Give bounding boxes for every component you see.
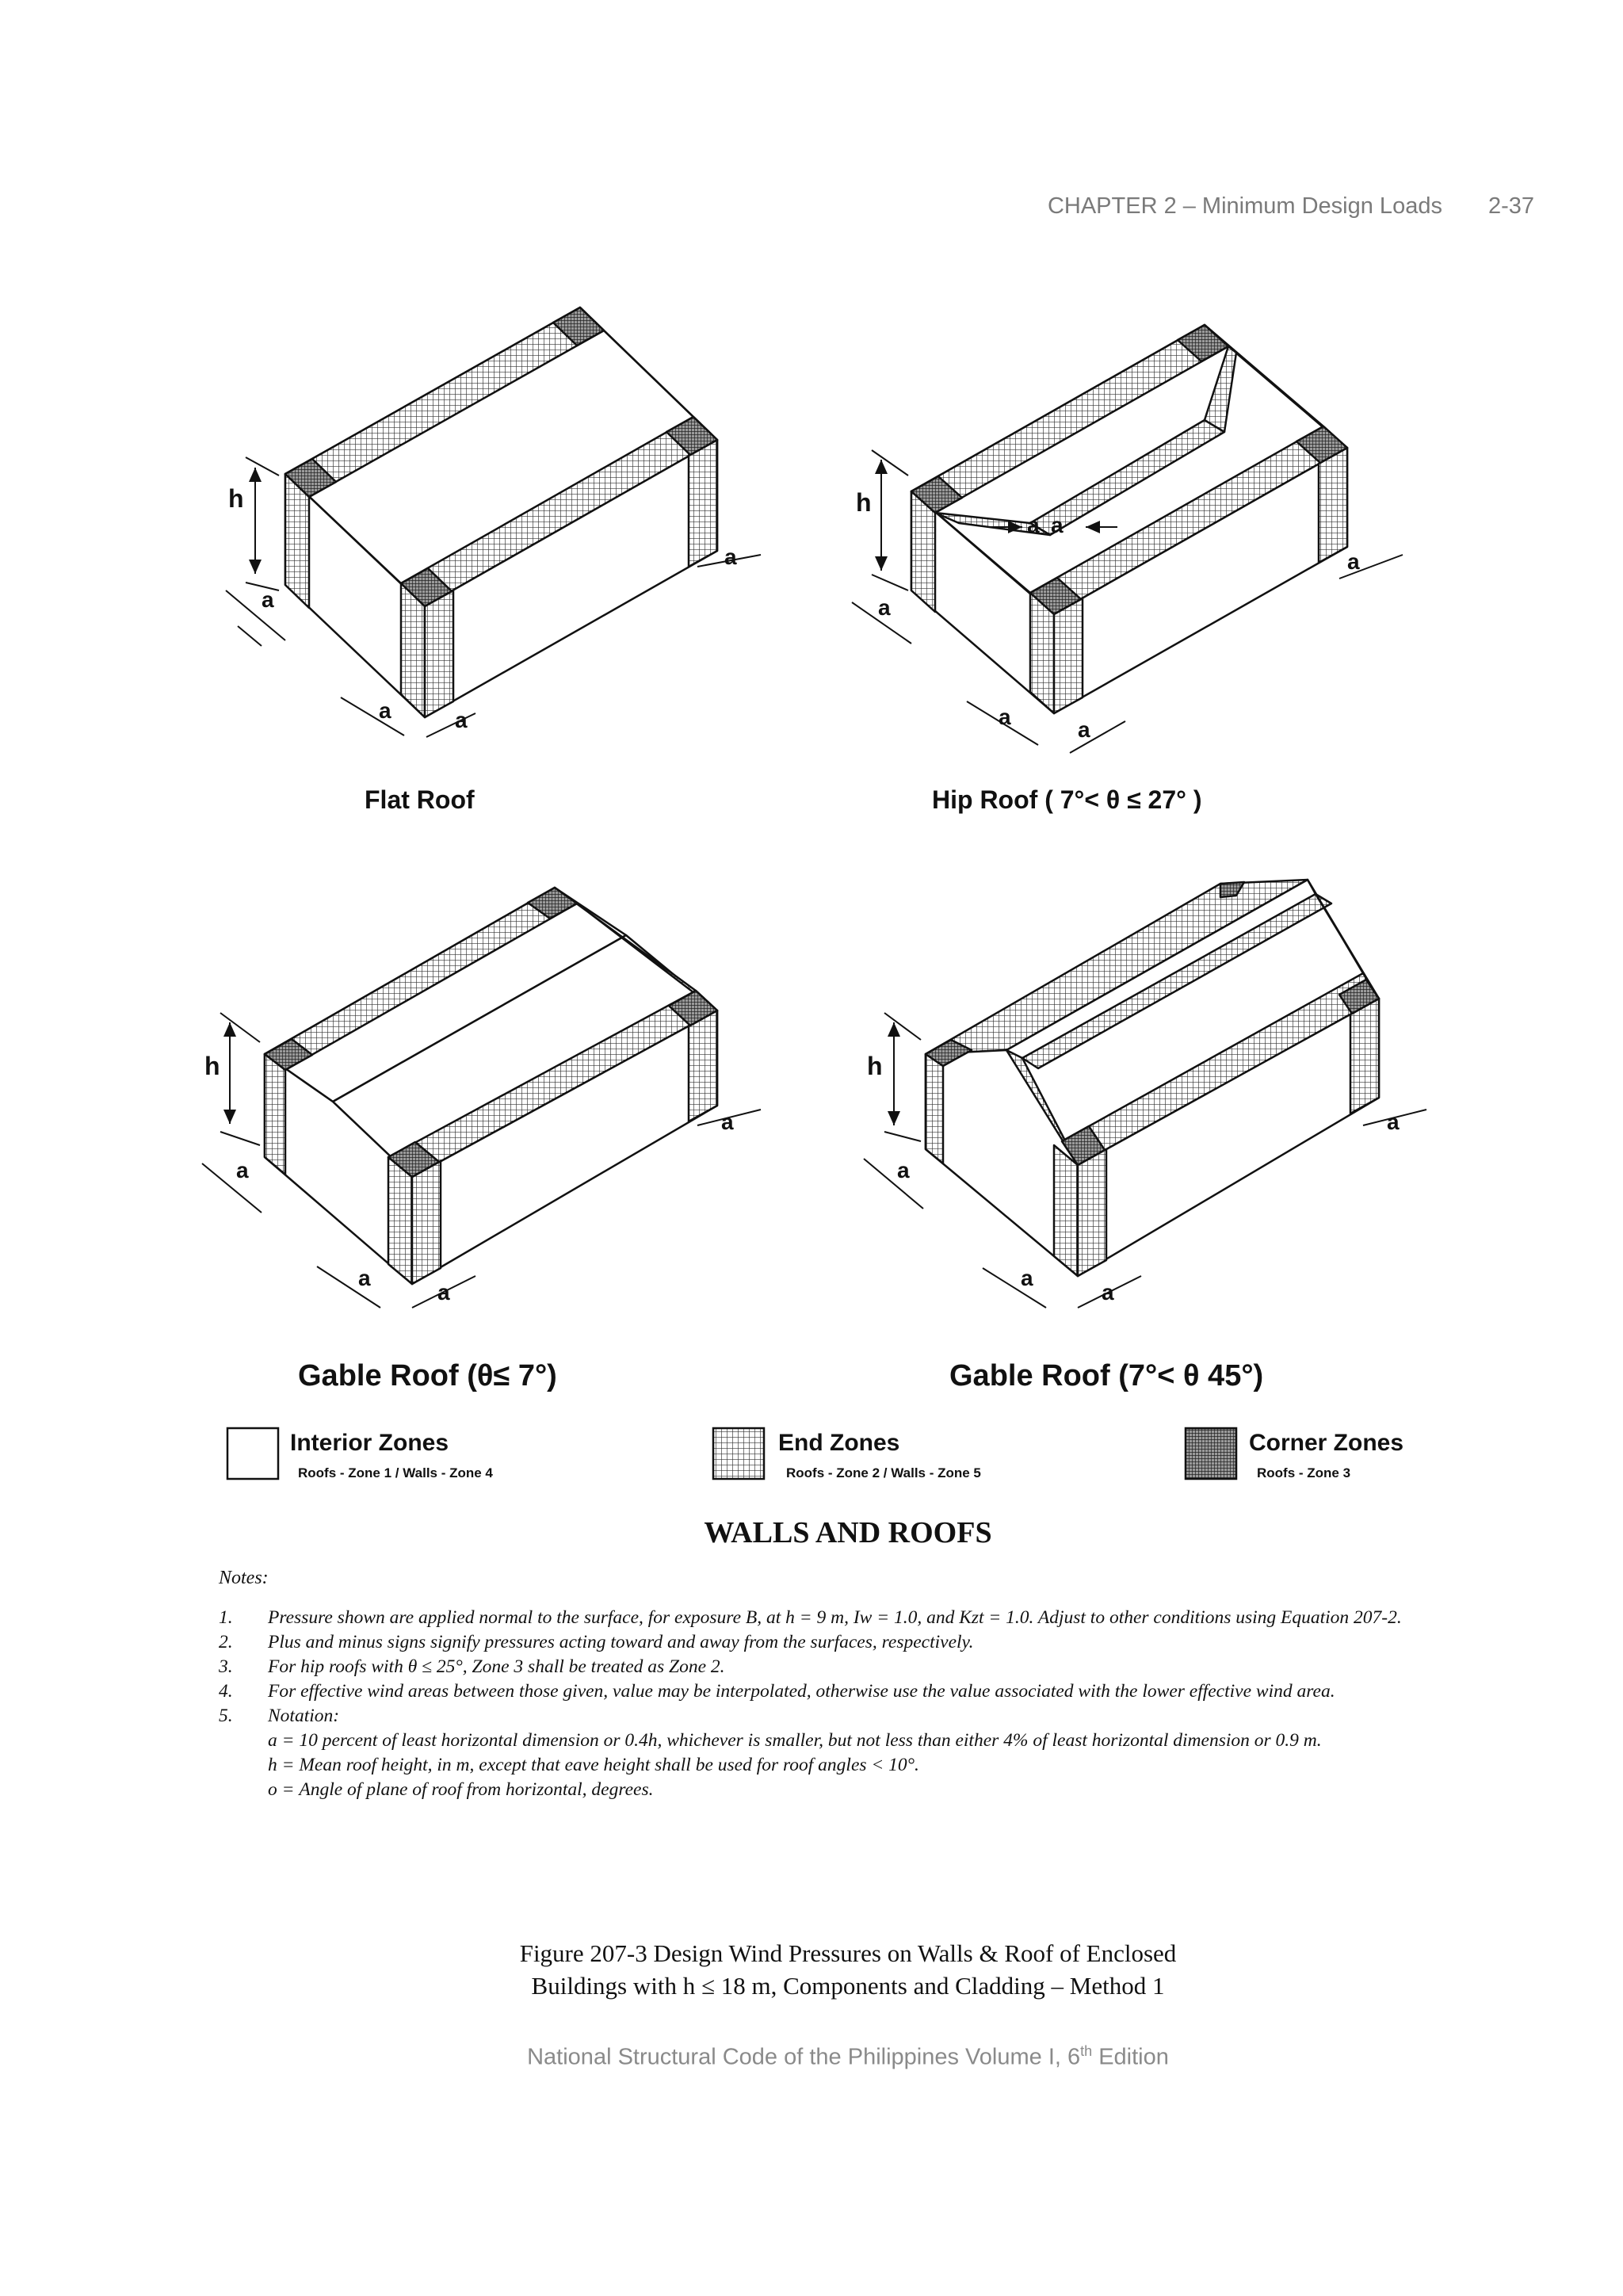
dim-a-label: a: [721, 1110, 734, 1134]
flat-roof-diagram: [226, 308, 761, 737]
end-zone-swatch: [713, 1428, 764, 1479]
page-number: 2-37: [1487, 193, 1534, 219]
notation-h: h = Mean roof height, in m, except that eave height shall be used for roof angles < 10°.: [268, 1755, 919, 1775]
note-item: [219, 1704, 1477, 1729]
dim-h-label: h: [856, 488, 872, 517]
note-text: For effective wind areas between those given, value may be interpolated, otherwise use the value associated with the lower effective wind area.: [268, 1681, 1335, 1702]
dim-a-label: a: [1051, 513, 1064, 537]
legend-end-sub: Roofs - Zone 2 / Walls - Zone 5: [786, 1465, 981, 1480]
legend-interior-sub: Roofs - Zone 1 / Walls - Zone 4: [298, 1465, 493, 1480]
dim-a-label: a: [262, 587, 274, 612]
dim-h-label: h: [204, 1052, 220, 1080]
dim-a-label: a: [455, 708, 468, 732]
legend-interior-title: Interior Zones: [290, 1430, 449, 1456]
dim-a-label: a: [878, 595, 891, 620]
footer-text: National Structural Code of the Philippines Volume I, 6: [527, 2044, 1081, 2070]
dim-a-label: a: [897, 1158, 910, 1182]
caption-line-1: Figure 207-3 Design Wind Pressures on Walls & Roof of Enclosed: [519, 1939, 1177, 1967]
page-footer: [0, 2043, 1623, 2071]
dim-a-label: a: [379, 698, 391, 723]
gable-steep-caption: Gable Roof (7°< θ 45°): [949, 1359, 1264, 1392]
legend-corner-sub: Roofs - Zone 3: [1257, 1465, 1351, 1480]
dim-a-label: a: [437, 1280, 450, 1305]
dim-a-label: a: [1027, 513, 1040, 537]
note-item: [219, 1679, 1477, 1704]
note-number: 3.: [219, 1656, 233, 1677]
section-title: WALLS AND ROOFS: [704, 1516, 992, 1549]
note-text: For hip roofs with θ ≤ 25°, Zone 3 shall be treated as Zone 2.: [268, 1656, 725, 1677]
notation-a: a = 10 percent of least horizontal dimension or 0.4h, whichever is smaller, but not less than either 4% of least horizontal dimension or 0.9 m.: [268, 1730, 1322, 1751]
note-number: 1.: [219, 1607, 233, 1628]
footer-superscript: th: [1080, 2043, 1093, 2059]
hip-roof-diagram: [852, 325, 1403, 753]
gable-roof-low-diagram: [202, 888, 761, 1308]
note-number: 2.: [219, 1632, 233, 1652]
flat-roof-caption: Flat Roof: [365, 785, 475, 814]
chapter-title: CHAPTER 2 – Minimum Design Loads: [1047, 193, 1442, 219]
interior-zone-swatch: [227, 1428, 278, 1479]
note-item: [219, 1630, 1477, 1655]
caption-line-2: Buildings with h ≤ 18 m, Components and Cladding – Method 1: [531, 1972, 1165, 2000]
notes-heading: Notes:: [219, 1568, 269, 1588]
notation-list: [219, 1729, 1477, 1802]
dim-h-label: h: [867, 1052, 883, 1080]
gable-roof-steep-diagram: [864, 880, 1426, 1308]
note-number: 4.: [219, 1681, 233, 1702]
dim-a-label: a: [999, 705, 1011, 729]
note-text: Notation:: [268, 1706, 340, 1726]
hip-roof-caption: Hip Roof ( 7°< θ ≤ 27° ): [932, 785, 1202, 814]
dim-a-label: a: [1387, 1110, 1400, 1134]
corner-zone-swatch: [1186, 1428, 1236, 1479]
dim-a-label: a: [236, 1158, 249, 1182]
note-item: [219, 1606, 1477, 1630]
footer-edition: Edition: [1092, 2044, 1169, 2070]
note-text: Pressure shown are applied normal to the surface, for exposure B, at h = 9 m, Iw = 1.0, and Kzt = 1.0. Adjust to other conditions using Equation 207-2.: [268, 1607, 1402, 1628]
dim-h-label: h: [228, 484, 244, 513]
dim-a-label: a: [1102, 1280, 1114, 1305]
dim-a-label: a: [358, 1266, 371, 1290]
dim-a-label: a: [1078, 717, 1090, 742]
dim-a-label: a: [1021, 1266, 1033, 1290]
notes-list: [219, 1606, 1477, 1802]
dim-a-label: a: [724, 544, 737, 569]
note-text: Plus and minus signs signify pressures acting toward and away from the surfaces, respectively.: [268, 1632, 974, 1652]
dim-a-label: a: [1347, 549, 1360, 574]
legend-corner-title: Corner Zones: [1249, 1430, 1404, 1456]
legend-end-title: End Zones: [778, 1430, 900, 1456]
note-number: 5.: [219, 1706, 233, 1726]
legend: [227, 1428, 1403, 1480]
gable-low-caption: Gable Roof (θ≤ 7°): [298, 1359, 557, 1392]
notation-theta: ο = Angle of plane of roof from horizontal, degrees.: [268, 1779, 654, 1800]
figure-caption: [0, 1937, 1623, 2002]
note-item: [219, 1655, 1477, 1679]
